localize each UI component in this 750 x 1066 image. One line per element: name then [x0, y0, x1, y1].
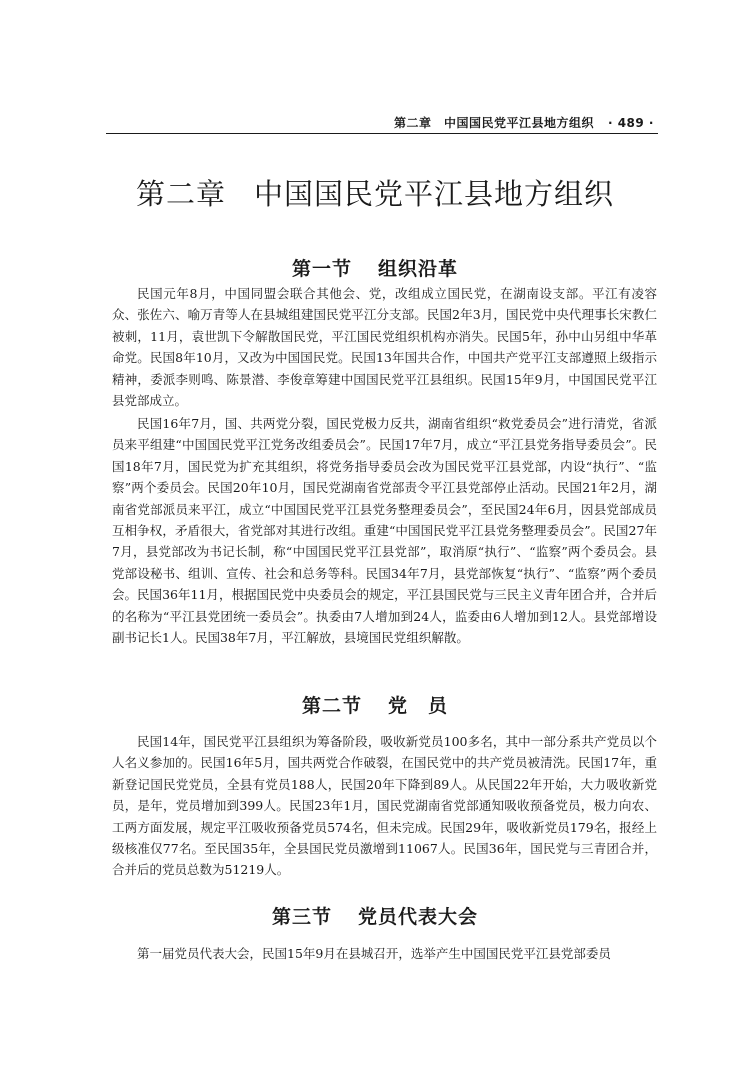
section-2-number: 第二节	[301, 695, 362, 717]
section-3-paragraph-1: 第一届党员代表大会，民国15年9月在县城召开，选举产生中国国民党平江县党部委员	[137, 946, 611, 961]
chapter-title	[0, 172, 750, 213]
chapter-number: 第二章	[135, 177, 226, 211]
section-1-title: 组织沿革	[378, 258, 459, 280]
section-3-title: 党员代表大会	[358, 906, 479, 928]
section-2-title: 党 员	[388, 695, 449, 717]
section-1-number: 第一节	[291, 258, 352, 280]
section-1-paragraph-2: 民国16年7月，国、共两党分裂，国民党极力反共，湖南省组织“救党委员会”进行清党，省派员来平组建“中国国民党平江党务改组委员会”。民国17年7月，成立“平江县党务指导委员会”。民国18年7月，国民党为扩充其组织，将党务指导委员会改为国民党平江县党部，内设“执行”、“监察”两个委员会。民国20年10月，国民党湖南省党部责令平江县党部停止活动。民国21年2月，湖南省党部派员来平江，成立“中国国民党平江县党务整理委员会”，至民国24年6月，因县党部成员互相争权，矛盾很大，省党部对其进行改组。重建“中国国民党平江县党务整理委员会”。民国27年7月，县党部改为书记长制，称“中国国民党平江县党部”，取消原“执行”、“监察”两个委员会。县党部设秘书、组训、宣传、社会和总务等科。民国34年7月，县党部恢复“执行”、“监察”两个委员会。民国36年11月，根据国民党中央委员会的规定，平江县国民党与三民主义青年团合并，合并后的名称为“平江县党团统一委员会”。执委由7人增加到24人，监委由6人增加到12人。县党部增设副书记长1人。民国38年7月，平江解放，县境国民党组织解散。	[112, 416, 657, 646]
section-3-heading	[0, 902, 750, 929]
running-header	[106, 114, 654, 131]
page-number: · 489 ·	[607, 116, 654, 130]
section-2-heading	[0, 691, 750, 718]
running-header-title: 第二章 中国国民党平江县地方组织	[393, 116, 594, 130]
section-1-paragraph-1: 民国元年8月，中国同盟会联合其他会、党，改组成立国民党，在湖南设支部。平江有凌容众、张佐六、喻万青等人在县城组建国民党平江分支部。民国2年3月，国民党中央代理事长宋教仁被刺，11月，袁世凯下令解散国民党，平江国民党组织机构亦消失。民国5年，孙中山另组中华革命党。民国8年10月，又改为中国国民党。民国13年国共合作，中国共产党平江支部遵照上级指示精神，委派李则鸣、陈景潜、李俊章筹建中国国民党平江县组织。民国15年9月，中国国民党平江县党部成立。	[112, 286, 657, 409]
chapter-name: 中国国民党平江县地方组织	[254, 177, 615, 211]
section-1-heading	[0, 254, 750, 281]
header-rule	[106, 133, 658, 134]
section-2-paragraph-1: 民国14年，国民党平江县组织为筹备阶段，吸收新党员100多名，其中一部分系共产党员以个人名义参加的。民国16年5月，国共两党合作破裂，在国民党中的共产党员被清洗。民国17年，重新登记国民党党员，全县有党员188人，民国20年下降到89人。从民国22年开始，大力吸收新党员，是年，党员增加到399人。民国23年1月，国民党湖南省党部通知吸收预备党员，极力向农、工两方面发展，规定平江吸收预备党员574名，但未完成。民国29年，吸收新党员179名，报经上级核准仅77名。至民国35年，全县国民党员激增到11067人。民国36年，国民党与三青团合并，合并后的党员总数为51219人。	[112, 734, 657, 878]
section-3-number: 第三节	[271, 906, 332, 928]
